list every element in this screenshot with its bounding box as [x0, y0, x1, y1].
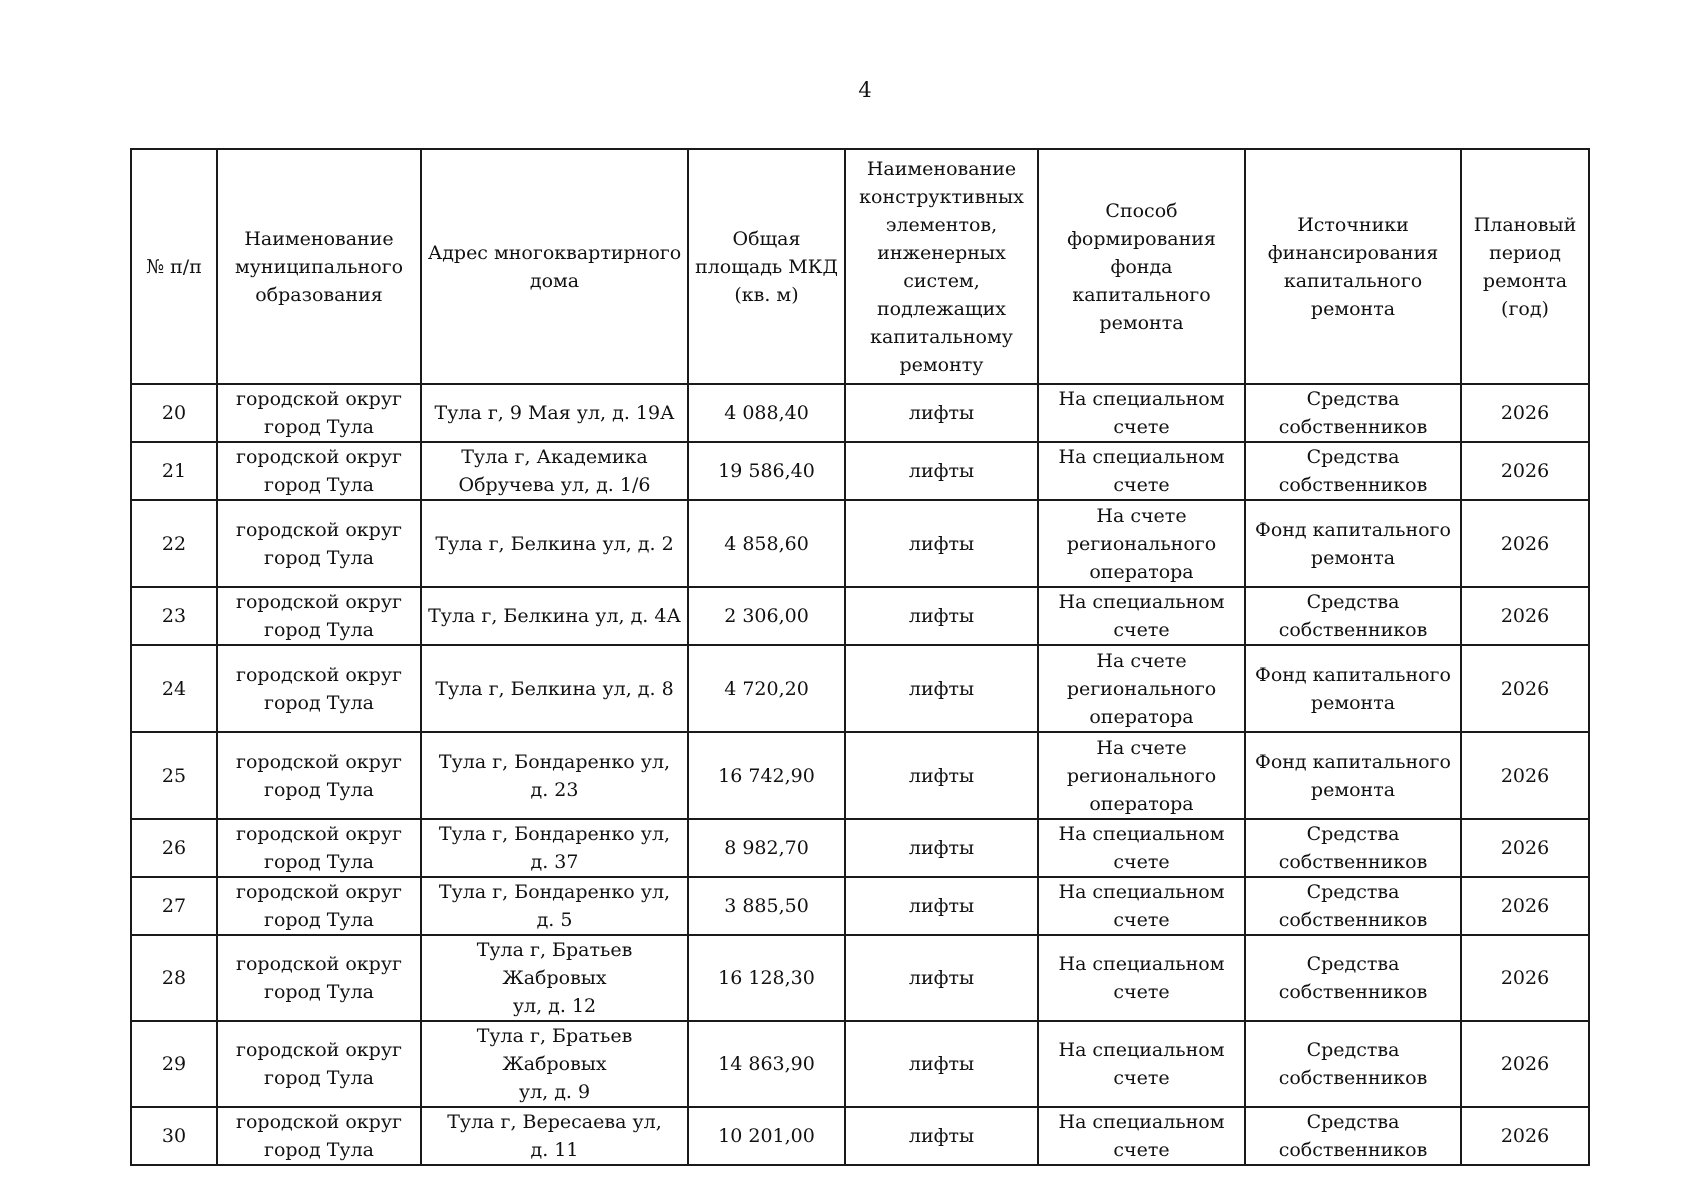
cell-source: Средства собственников — [1245, 935, 1461, 1021]
cell-elements: лифты — [845, 645, 1038, 732]
cell-address: Тула г, Вересаева ул, д. 11 — [421, 1107, 688, 1165]
cell-municipality: городской округ город Тула — [217, 442, 421, 500]
cell-area: 2 306,00 — [688, 587, 845, 645]
cell-municipality: городской округ город Тула — [217, 877, 421, 935]
cell-municipality: городской округ город Тула — [217, 819, 421, 877]
cell-num: 20 — [131, 384, 217, 442]
cell-source: Средства собственников — [1245, 587, 1461, 645]
cell-source: Средства собственников — [1245, 819, 1461, 877]
cell-num: 28 — [131, 935, 217, 1021]
table-row — [131, 1107, 1589, 1165]
capital-repair-table — [130, 148, 1590, 1166]
cell-source: Фонд капитального ремонта — [1245, 500, 1461, 587]
header-area: Общая площадь МКД (кв. м) — [688, 149, 845, 384]
cell-fund-method: На специальном счете — [1038, 384, 1245, 442]
cell-source: Средства собственников — [1245, 1021, 1461, 1107]
cell-address: Тула г, Бондаренко ул, д. 5 — [421, 877, 688, 935]
cell-fund-method: На специальном счете — [1038, 1107, 1245, 1165]
table-row — [131, 732, 1589, 819]
cell-period: 2026 — [1461, 587, 1589, 645]
cell-fund-method: На специальном счете — [1038, 1021, 1245, 1107]
cell-period: 2026 — [1461, 819, 1589, 877]
cell-address: Тула г, Белкина ул, д. 8 — [421, 645, 688, 732]
cell-num: 24 — [131, 645, 217, 732]
cell-period: 2026 — [1461, 877, 1589, 935]
cell-area: 14 863,90 — [688, 1021, 845, 1107]
header-fund-method: Способ формирования фонда капитального ремонта — [1038, 149, 1245, 384]
cell-elements: лифты — [845, 384, 1038, 442]
header-address: Адрес многоквартирного дома — [421, 149, 688, 384]
cell-elements: лифты — [845, 935, 1038, 1021]
cell-source: Средства собственников — [1245, 384, 1461, 442]
cell-elements: лифты — [845, 1021, 1038, 1107]
cell-municipality: городской округ город Тула — [217, 935, 421, 1021]
cell-area: 4 720,20 — [688, 645, 845, 732]
cell-num: 22 — [131, 500, 217, 587]
cell-period: 2026 — [1461, 442, 1589, 500]
cell-address: Тула г, 9 Мая ул, д. 19А — [421, 384, 688, 442]
cell-fund-method: На счете регионального оператора — [1038, 645, 1245, 732]
table-row — [131, 935, 1589, 1021]
cell-period: 2026 — [1461, 732, 1589, 819]
table-header-row — [131, 149, 1589, 384]
cell-fund-method: На счете регионального оператора — [1038, 732, 1245, 819]
header-num: № п/п — [131, 149, 217, 384]
cell-elements: лифты — [845, 442, 1038, 500]
cell-municipality: городской округ город Тула — [217, 1021, 421, 1107]
cell-elements: лифты — [845, 500, 1038, 587]
table-row — [131, 384, 1589, 442]
cell-municipality: городской округ город Тула — [217, 732, 421, 819]
cell-municipality: городской округ город Тула — [217, 500, 421, 587]
cell-address: Тула г, Академика Обручева ул, д. 1/6 — [421, 442, 688, 500]
cell-fund-method: На специальном счете — [1038, 819, 1245, 877]
header-period: Плановый период ремонта (год) — [1461, 149, 1589, 384]
table-row — [131, 877, 1589, 935]
cell-num: 21 — [131, 442, 217, 500]
cell-address: Тула г, Бондаренко ул, д. 23 — [421, 732, 688, 819]
cell-fund-method: На специальном счете — [1038, 935, 1245, 1021]
cell-area: 3 885,50 — [688, 877, 845, 935]
cell-address: Тула г, Белкина ул, д. 4А — [421, 587, 688, 645]
cell-fund-method: На специальном счете — [1038, 442, 1245, 500]
cell-area: 10 201,00 — [688, 1107, 845, 1165]
cell-area: 19 586,40 — [688, 442, 845, 500]
cell-address: Тула г, Бондаренко ул, д. 37 — [421, 819, 688, 877]
cell-period: 2026 — [1461, 935, 1589, 1021]
page-number: 4 — [858, 78, 872, 102]
cell-period: 2026 — [1461, 384, 1589, 442]
cell-address: Тула г, Братьев Жабровых ул, д. 12 — [421, 935, 688, 1021]
cell-fund-method: На специальном счете — [1038, 587, 1245, 645]
table-row — [131, 645, 1589, 732]
table-row — [131, 500, 1589, 587]
cell-num: 27 — [131, 877, 217, 935]
header-municipality: Наименование муниципального образования — [217, 149, 421, 384]
table-row — [131, 442, 1589, 500]
cell-period: 2026 — [1461, 500, 1589, 587]
cell-address: Тула г, Братьев Жабровых ул, д. 9 — [421, 1021, 688, 1107]
cell-period: 2026 — [1461, 1021, 1589, 1107]
cell-area: 16 128,30 — [688, 935, 845, 1021]
cell-elements: лифты — [845, 732, 1038, 819]
cell-area: 4 088,40 — [688, 384, 845, 442]
cell-elements: лифты — [845, 1107, 1038, 1165]
cell-municipality: городской округ город Тула — [217, 645, 421, 732]
cell-elements: лифты — [845, 819, 1038, 877]
table-row — [131, 587, 1589, 645]
cell-num: 25 — [131, 732, 217, 819]
cell-source: Средства собственников — [1245, 1107, 1461, 1165]
cell-elements: лифты — [845, 587, 1038, 645]
header-elements: Наименование конструктивных элементов, инженерных систем, подлежащих капитальному ремонту — [845, 149, 1038, 384]
cell-area: 8 982,70 — [688, 819, 845, 877]
cell-source: Средства собственников — [1245, 877, 1461, 935]
cell-num: 29 — [131, 1021, 217, 1107]
cell-municipality: городской округ город Тула — [217, 384, 421, 442]
cell-area: 4 858,60 — [688, 500, 845, 587]
cell-source: Фонд капитального ремонта — [1245, 645, 1461, 732]
cell-source: Средства собственников — [1245, 442, 1461, 500]
cell-address: Тула г, Белкина ул, д. 2 — [421, 500, 688, 587]
cell-municipality: городской округ город Тула — [217, 1107, 421, 1165]
cell-period: 2026 — [1461, 1107, 1589, 1165]
cell-period: 2026 — [1461, 645, 1589, 732]
cell-fund-method: На счете регионального оператора — [1038, 500, 1245, 587]
table-row — [131, 1021, 1589, 1107]
header-source: Источники финансирования капитального ремонта — [1245, 149, 1461, 384]
cell-source: Фонд капитального ремонта — [1245, 732, 1461, 819]
table-row — [131, 819, 1589, 877]
cell-num: 26 — [131, 819, 217, 877]
cell-area: 16 742,90 — [688, 732, 845, 819]
cell-num: 23 — [131, 587, 217, 645]
cell-num: 30 — [131, 1107, 217, 1165]
cell-fund-method: На специальном счете — [1038, 877, 1245, 935]
cell-municipality: городской округ город Тула — [217, 587, 421, 645]
cell-elements: лифты — [845, 877, 1038, 935]
